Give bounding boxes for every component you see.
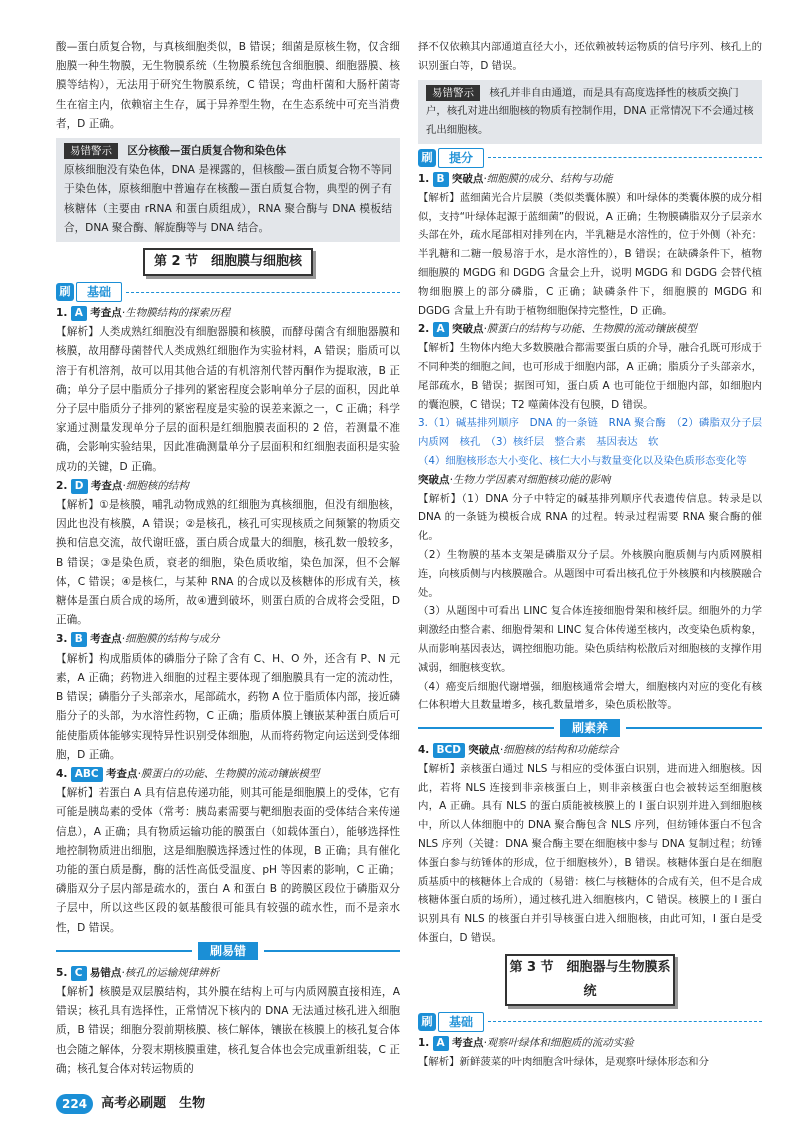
right-top-paragraph: 择不仅依赖其内部通道直径大小，还依赖被转运物质的信号序列、核孔上的识别蛋白等，D 错误。	[418, 41, 762, 72]
question-number: 1.	[418, 1036, 430, 1049]
answer-badge: ABC	[71, 767, 103, 782]
explanation: 【解析】生物体内绝大多数膜融合都需要蛋白质的介导，融合孔既可形成于不同种类的细胞之间，也可形成于细胞内部，A 正确；脂质分子头部亲水，尾部疏水，B 错误；据图可知，蛋白质 A 也可能位于细胞内部，如细胞内的囊泡膜，C 错误；T2 噬菌体没有包膜，D 错误。	[418, 342, 762, 411]
key-point: 突破点·生物力学因素对细胞核功能的影响	[418, 473, 611, 486]
warning-box-2	[418, 80, 762, 144]
header-basic	[56, 282, 400, 302]
warning-label: 易错警示	[426, 85, 480, 101]
header-easy-label: 刷易错	[198, 942, 258, 960]
brush-icon: 刷	[418, 1013, 436, 1031]
explanation: 【解析】亲核蛋白通过 NLS 与相应的受体蛋白识别，进而进入细胞核。因此，若将 NLS 连接到非亲核蛋白上，则非亲核蛋白也会被转运至细胞核内，A 正确。具有 NLS 的蛋白质能被核膜上的 I 蛋白识别并进入到细胞核中，所以人体细胞中的 DNA 聚合酶包含 NLS 序列，但纺锤体蛋白不包含 NLS 序列（关键：DNA 聚合酶主要在细胞核中参与 DNA 复制过程；纺锤体蛋白参与纺锤体的形成，位于细胞核外），B 错误。核糖体蛋白是在细胞质基质中的核糖体上合成的（易错：核仁与核糖体的合成有关，但不是合成核糖体蛋白质的场所），通过核孔进入细胞核内，C 错误。核膜上的 I 蛋白识别具有 NLS 的核蛋白并引导核蛋白进入细胞核，由此可知，I 蛋白是受体蛋白，D 错误。	[418, 762, 762, 945]
brush-icon: 刷	[56, 283, 74, 301]
section-title-3: 第 3 节 细胞器与生物膜系统	[505, 954, 675, 1006]
explanation: 【解析】①是核膜，哺乳动物成熟的红细胞为真核细胞，但没有细胞核，因此也没有核膜，A 错误；②是核孔，核孔可实现核质之间频繁的物质交换和信息交流，故代谢旺盛，蛋白质合成量大的细胞，核孔数一般较多，B 错误；③是染色质，衰老的细胞，染色质收缩，染色加深，但不会解体，C 错误；④是核仁，与某种 RNA 的合成以及核糖体的形成有关，核糖体是蛋白质合成的场所，故④遭到破坏，则蛋白质的合成将会受阻，D 正确。	[56, 499, 400, 627]
left-column	[56, 38, 400, 1079]
explanation: 【解析】核膜是双层膜结构，其外膜在结构上可与内质网膜直接相连，A 错误；核孔具有选择性，正常情况下核内的 DNA 无法通过核孔进入细胞质，B 错误；细胞分裂前期核膜、核仁解体，镶嵌在核膜上的核孔复合体也会随之解体，分裂末期核膜重建，核孔复合体也会完成重新组装，C 正确；核孔复合体对转运物质的	[56, 985, 400, 1075]
answer-badge: BCD	[433, 743, 465, 758]
page-footer	[56, 1094, 205, 1114]
answer-badge: A	[71, 306, 87, 321]
answer-badge: A	[433, 1036, 449, 1051]
question-r1	[418, 170, 762, 320]
question-2	[56, 477, 400, 631]
brush-icon: 刷	[418, 149, 436, 167]
answer-line: （4）细胞核形态大小变化、核仁大小与数量变化以及染色质形态变化等	[418, 454, 747, 467]
header-literacy-label: 刷素养	[560, 719, 620, 737]
question-number: 3.	[56, 633, 68, 646]
key-point: 易错点·核孔的运输规律辨析	[89, 966, 220, 979]
page-number: 224	[56, 1094, 93, 1114]
question-number: 5.	[56, 966, 68, 979]
question-r2	[418, 320, 762, 414]
question-number: 1.	[56, 307, 68, 320]
section-title-2: 第 2 节 细胞膜与细胞核	[143, 248, 313, 276]
answer-badge: D	[71, 479, 88, 494]
question-5	[56, 964, 400, 1079]
book-title: 高考必刷题 生物	[101, 1096, 206, 1111]
question-4	[56, 765, 400, 938]
question-number: 2.	[56, 479, 68, 492]
question-3	[56, 630, 400, 764]
explanation-para: （2）生物膜的基本支架是磷脂双分子层。外核膜向胞质侧与内质网膜相连，向核质侧与内核膜融合。从题图中可看出核孔位于外核膜和内核膜融合处。	[418, 548, 762, 599]
explanation-para: （4）癌变后细胞代谢增强，细胞核通常会增大，细胞核内对应的变化有核仁体积增大且数量增多，核孔数量增多，染色质松散等。	[418, 680, 762, 712]
explanation: 【解析】人类成熟红细胞没有细胞器膜和核膜，而酵母菌含有细胞器膜和核膜，故用酵母菌替代人类成熟红细胞作为实验材料，A 错误；脂质可以溶于有机溶剂，故可以用其他合适的有机溶剂代替丙酮作为提取液，B 正确；单分子层中脂质分子排列的紧密程度会影响单分子层的面积，因此单分子层中脂质分子排列的紧密程度是实验的误差来源之一，C 正确；科学家通过测量发现单分子层的面积是红细胞膜表面积的 2 倍，若测量不准确，会影响实验结果，因此准确测量单分子层面积和红细胞表面积是实验成功的关键，D 正确。	[56, 326, 400, 473]
key-point: 突破点·膜蛋白的结构与功能、生物膜的流动镶嵌模型	[451, 323, 697, 336]
answer-badge: B	[433, 172, 449, 187]
warning-title: 区分核酸—蛋白质复合物和染色体	[127, 145, 287, 158]
header-improve-label: 提分	[438, 148, 484, 168]
question-1	[56, 304, 400, 477]
header-basic-label: 基础	[438, 1012, 484, 1032]
explanation: 【解析】构成脂质体的磷脂分子除了含有 C、H、O 外，还含有 P、N 元素，A 正确；药物进入细胞的过程主要体现了细胞膜具有一定的流动性，B 错误；磷脂分子头部亲水，尾部疏水，药物 A 位于脂质体内部，接近磷脂分子的头部，为水溶性药物，C 正确；脂质体膜上镶嵌某种蛋白质后可能使脂质体能够实现特异性识别受体细胞，从而将药物定向运送到受体细胞，D 正确。	[56, 652, 400, 761]
left-top-paragraph: 酸—蛋白质复合物，与真核细胞类似，B 错误；细菌是原核生物，仅含细胞膜一种生物膜，无生物膜系统（生物膜系统包含细胞膜、细胞器膜、核膜等结构），无法用于研究生物膜系统，C 错误；弯曲杆菌和大肠杆菌寄生在宿主内，依赖宿主生存，属于异养型生物，在生态系统中可充当消费者，D 正确。	[56, 41, 400, 130]
key-point: 突破点·细胞膜的成分、结构与功能	[451, 172, 613, 185]
key-point: 考查点·细胞膜的结构与成分	[90, 633, 220, 646]
warning-text: 原核细胞没有染色体，DNA 是裸露的，但核酸—蛋白质复合物不等同于染色体，原核细胞中普遍存在核酸—蛋白质复合物，典型的例子有核糖体（主要由 rRNA 和蛋白质组成），RNA 聚合酶与 DNA 模板结合，DNA 聚合酶、解旋酶等与 DNA 结合。	[64, 164, 392, 234]
explanation-para: （3）从题图中可看出 LINC 复合体连接细胞骨架和核纤层。细胞外的力学刺激经由整合素、细胞骨架和 LINC 复合体传递至核内，改变染色质构象，从而影响基因表达，调控细胞功能。染色质结构松散后对细胞核的支撑作用减弱，细胞核变软。	[418, 605, 762, 674]
answer-badge: A	[433, 322, 449, 337]
header-literacy	[418, 719, 762, 737]
header-easy-mistakes	[56, 942, 400, 960]
header-basic-2	[418, 1012, 762, 1032]
answer-badge: C	[71, 966, 87, 981]
warning-label: 易错警示	[64, 143, 118, 159]
explanation-para: 【解析】（1）DNA 分子中特定的碱基排列顺序代表遗传信息。转录是以 DNA 的一条链为模板合成 RNA 的过程。转录过程需要 RNA 聚合酶的催化。	[418, 492, 762, 543]
question-r4	[418, 741, 762, 948]
key-point: 考查点·细胞核的结构	[90, 479, 189, 492]
key-point: 突破点·细胞核的结构和功能综合	[468, 744, 619, 757]
explanation: 【解析】蓝细菌光合片层膜（类似类囊体膜）和叶绿体的类囊体膜的成分相似，支持“叶绿体起源于蓝细菌”的假说，A 正确；生物膜磷脂双分子层亲水头部在外，疏水尾部相对排列在内，半乳糖是水溶性的，位于外侧（补充：半乳糖和二糖一般易溶于水，是水溶性的），B 错误；在缺磷条件下，植物细胞膜的 MGDG 和 DGDG 含量会上升，说明 MGDG 和 DGDG 会替代植物细胞膜上的部分磷脂，C 正确；缺磷条件下，细胞膜的 MGDG 和 DGDG 含量上升有助于植物细胞保持完整性，D 正确。	[418, 191, 762, 317]
explanation: 【解析】新鲜菠菜的叶肉细胞含叶绿体，是观察叶绿体形态和分	[418, 1055, 709, 1068]
question-number: 4.	[418, 744, 430, 757]
question-number: 2.	[418, 323, 430, 336]
warning-box-1	[56, 138, 400, 242]
warning-text: 核孔并非自由通道，而是具有高度选择性的核质交换门户，核孔对进出细胞核的物质有控制作用，DNA 正常情况下不会通过核孔出细胞核。	[426, 86, 754, 137]
key-point: 考查点·生物膜结构的探索历程	[90, 307, 231, 320]
key-point: 考查点·观察叶绿体和细胞质的流动实验	[451, 1036, 634, 1049]
explanation: 【解析】若蛋白 A 具有信息传递功能，则其可能是细胞膜上的受体，它有可能是胰岛素的受体（常考：胰岛素需要与靶细胞表面的受体结合来传递信息），A 正确；具有物质运输功能的膜蛋白（如载体蛋白），能够选择性地控制物质进出细胞，这是细胞膜选择透过性的体现，B 正确；具有催化功能的蛋白质是酶，酶的活性高低受温度、pH 等因素的影响，C 正确；磷脂双分子层内部是疏水的，蛋白 A 和蛋白 B 的跨膜区段位于磷脂双分子层中，所以这些区段的氨基酸很可能具有较强的疏水性，而不是亲水性，D 错误。	[56, 787, 400, 934]
right-column	[418, 38, 773, 1071]
question-number: 4.	[56, 767, 68, 780]
divider	[126, 292, 400, 293]
answer-badge: B	[71, 632, 87, 647]
answer-line: 3.（1）碱基排列顺序 DNA 的一条链 RNA 聚合酶 （2）磷脂双分子层 内质网 核孔 （3）核纤层 整合素 基因表达 软	[418, 417, 773, 449]
question-r3	[418, 414, 773, 715]
question-r5	[418, 1034, 762, 1072]
key-point: 考查点·膜蛋白的功能、生物膜的流动镶嵌模型	[106, 767, 320, 780]
header-improve	[418, 148, 762, 168]
question-number: 1.	[418, 172, 430, 185]
header-basic-label: 基础	[76, 282, 122, 302]
